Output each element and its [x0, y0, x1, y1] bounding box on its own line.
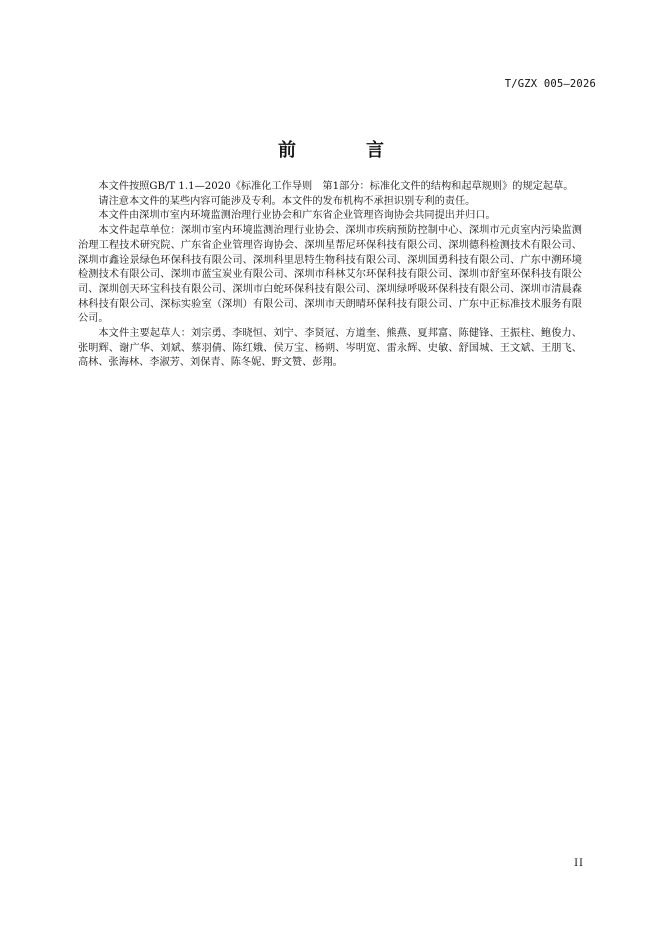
paragraph-drafting-rules: 本文件按照GB/T 1.1—2020《标准化工作导则 第1部分：标准化文件的结构和起草规则》的规定起草。 — [98, 181, 574, 192]
paragraph-patent-notice: 请注意本文件的某些内容可能涉及专利。本文件的发布机构不承担识别专利的责任。 — [98, 195, 476, 207]
paragraph-proposer: 本文件由深圳市室内环境监测治理行业协会和广东省企业管理咨询协会共同提出并归口。 — [98, 210, 496, 222]
paragraph-drafting-units: 本文件起草单位：深圳市室内环境监测治理行业协会、深圳市疾病预防控制中心、深圳市元贞室内污染监测治理工程技术研究院、广东省企业管理咨询协会、深圳星帮尼环保科技有限公司、深圳德科检测技术有限公司、深圳市鑫诠景绿色环保科技有限公司、深圳科里思特生物科技有限公司、深圳国勇科技有限公司、广东中溯环境检测技术有限公司、深圳市蓝宝炭业有限公司、深圳市科林艾尔环保科技有限公司、深圳市舒室环保科技有限公司、深圳创天环宝科技有限公司、深圳市白蛇环保科技有限公司、深圳绿呼吸环保科技有限公司、深圳市清晨森林科技有限公司、深标实验室（深圳）有限公司、深圳市天朗晴环保科技有限公司、广东中正标准技术服务有限公司。 — [78, 225, 582, 325]
page-number: II — [574, 858, 584, 869]
document-code: T/GZX 005—2026 — [504, 78, 596, 90]
paragraph-drafters: 本文件主要起草人：刘宗勇、李晓恒、刘宁、李贤冠、方道奎、熊燕、夏邦富、陈健锋、王振柱、鲍俊力、张明辉、谢广华、刘斌、蔡羽倩、陈红娥、侯万宝、杨朔、岑明宽、雷永辉、史敏、舒国城、王文斌、王朋飞、高林、张海林、李淑芳、刘保青、陈冬妮、野文赞、彭翔。 — [78, 328, 582, 369]
page-title: 前 言 — [278, 140, 410, 161]
foreword-body — [78, 180, 582, 371]
